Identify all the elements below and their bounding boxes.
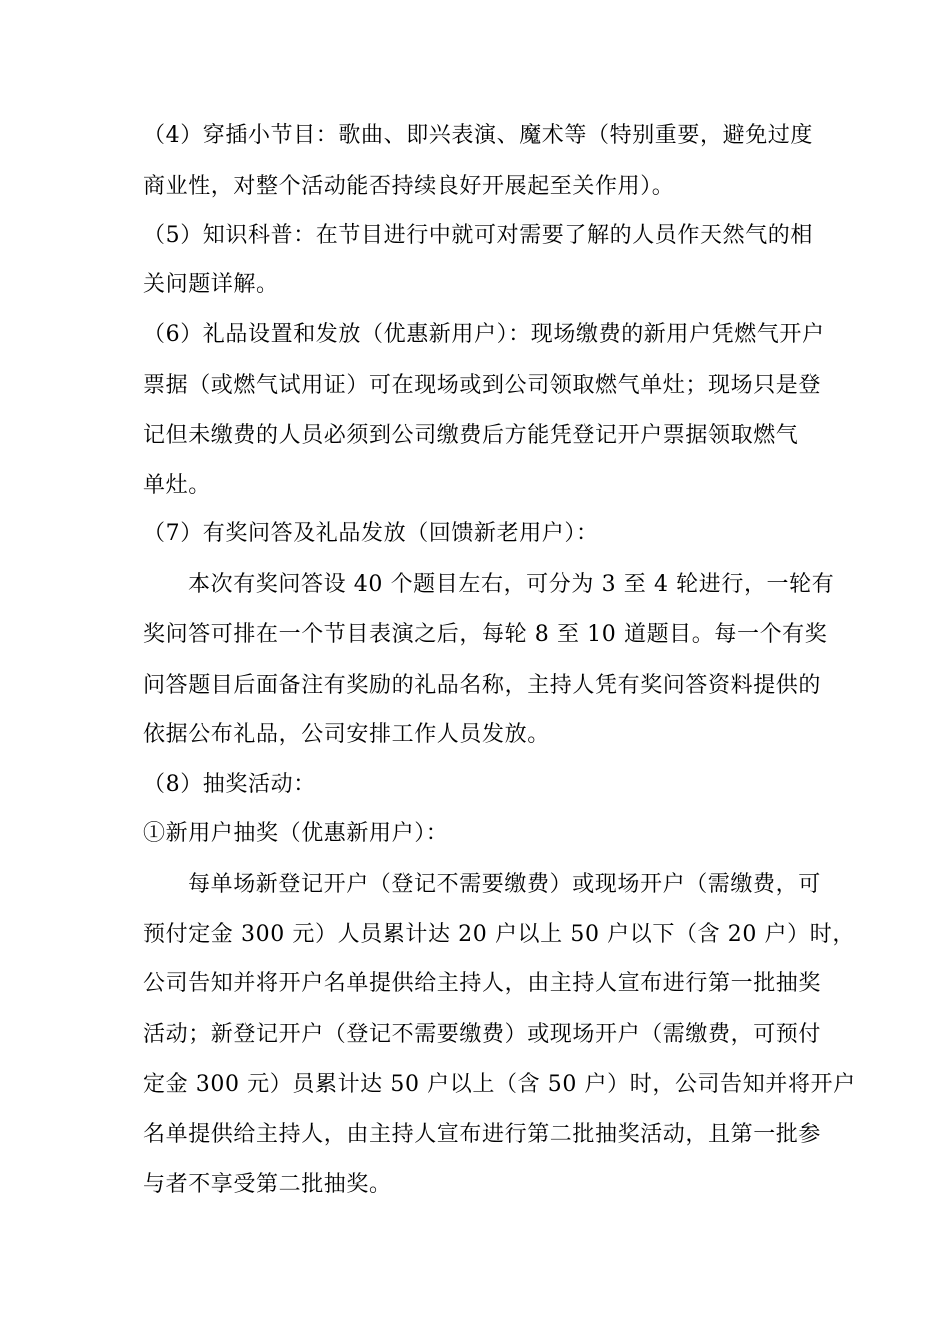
paragraph-line: 公司告知并将开户名单提供给主持人，由主持人宣布进行第一批抽奖: [143, 971, 822, 996]
paragraph-line: 名单提供给主持人，由主持人宣布进行第二批抽奖活动，且第一批参: [143, 1122, 822, 1147]
paragraph-line: 记但未缴费的人员必须到公司缴费后方能凭登记开户票据领取燃气: [143, 423, 799, 448]
paragraph-line: 商业性，对整个活动能否持续良好开展起至关作用）。: [143, 174, 675, 199]
paragraph-line: （8）抽奖活动：: [143, 772, 316, 797]
paragraph-line: （5）知识科普：在节目进行中就可对需要了解的人员作天然气的相: [143, 223, 813, 248]
paragraph-line: （6）礼品设置和发放（优惠新用户）：现场缴费的新用户凭燃气开户: [143, 322, 825, 347]
paragraph-line: 关问题详解。: [143, 272, 279, 297]
paragraph-line: 单灶。: [143, 473, 211, 498]
paragraph-line: 预付定金 300 元）人员累计达 20 户以上 50 户以下（含 20 户）时，: [143, 922, 855, 947]
paragraph-line: （7）有奖问答及礼品发放（回馈新老用户）：: [143, 521, 599, 546]
paragraph-line: ①新用户抽奖（优惠新用户）：: [143, 821, 449, 846]
paragraph-line: 与者不享受第二批抽奖。: [143, 1172, 392, 1197]
paragraph-line: 票据（或燃气试用证）可在现场或到公司领取燃气单灶；现场只是登: [143, 373, 822, 398]
paragraph-line: 奖问答可排在一个节目表演之后，每轮 8 至 10 道题目。每一个有奖: [143, 622, 828, 647]
paragraph-line: 活动；新登记开户（登记不需要缴费）或现场开户（需缴费，可预付: [143, 1022, 822, 1047]
paragraph-line: 依据公布礼品，公司安排工作人员发放。: [143, 722, 550, 747]
paragraph-line: （4）穿插小节目：歌曲、即兴表演、魔术等（特别重要，避免过度: [143, 123, 813, 148]
paragraph-line: 每单场新登记开户（登记不需要缴费）或现场开户（需缴费，可: [188, 872, 821, 897]
paragraph-line: 问答题目后面备注有奖励的礼品名称，主持人凭有奖问答资料提供的: [143, 673, 822, 698]
paragraph-line: 本次有奖问答设 40 个题目左右，可分为 3 至 4 轮进行，一轮有: [188, 572, 835, 597]
paragraph-line: 定金 300 元）员累计达 50 户以上（含 50 户）时，公司告知并将开户: [143, 1072, 856, 1097]
